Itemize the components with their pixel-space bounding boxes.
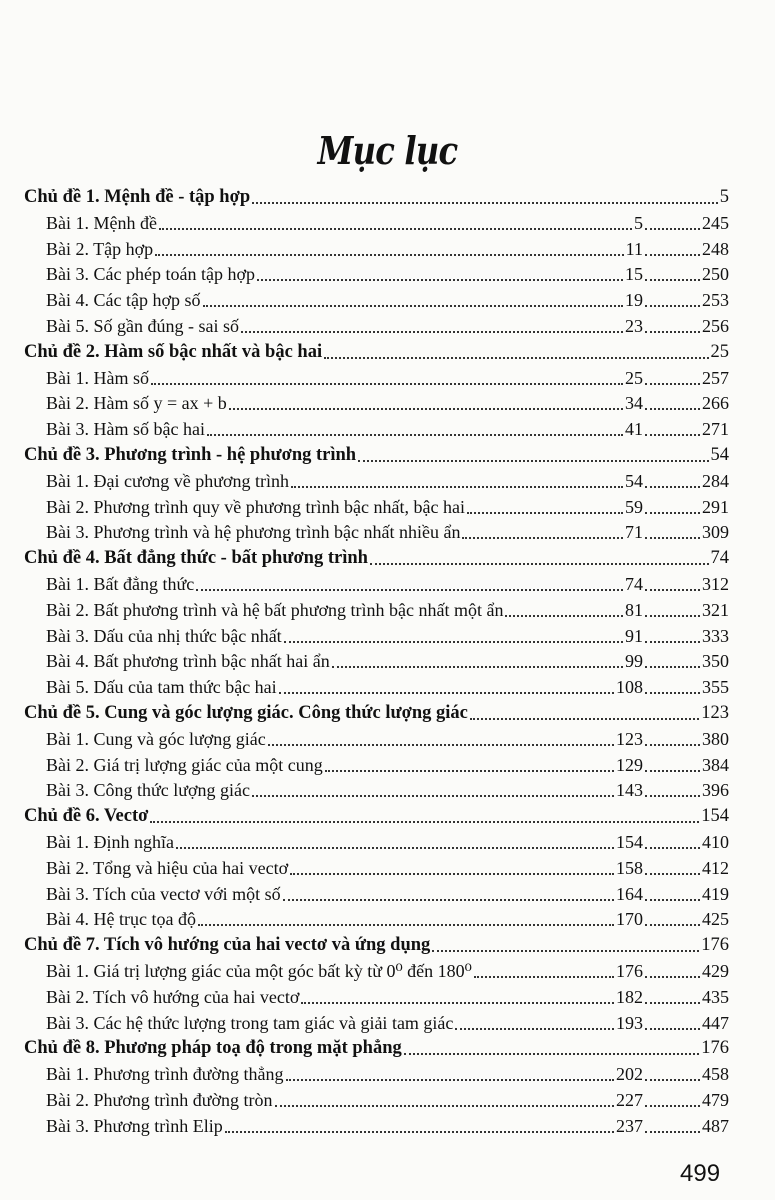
lesson-title: Bài 5. Dấu của tam thức bậc hai — [46, 677, 277, 698]
lesson-main — [46, 754, 643, 776]
toc-lesson-row — [46, 621, 729, 647]
lesson-page: 129 — [616, 754, 643, 775]
lesson-title: Bài 4. Bất phương trình bậc nhất hai ẩn — [46, 651, 330, 672]
chapter-page: 154 — [701, 806, 729, 827]
lesson-main — [46, 650, 643, 672]
lesson-solution — [643, 470, 729, 492]
lesson-solution — [643, 779, 729, 801]
chapter-title: Chủ đề 3. Phương trình - hệ phương trình — [24, 445, 357, 465]
lesson-title: Bài 2. Hàm số y = ax + b — [46, 393, 227, 414]
toc-lesson-row — [46, 466, 729, 492]
lesson-solution — [643, 212, 729, 234]
dot-leader — [203, 305, 624, 307]
dot-leader — [645, 847, 700, 849]
lesson-main — [46, 315, 643, 337]
lesson-title: Bài 4. Hệ trục tọa độ — [46, 909, 196, 930]
lesson-title: Bài 3. Hàm số bậc hai — [46, 419, 205, 440]
dot-leader — [645, 924, 700, 926]
toc-lesson-row — [46, 492, 729, 518]
lesson-solution — [643, 367, 729, 389]
chapter-title: Chủ đề 7. Tích vô hướng của hai vectơ và ứng dụng — [24, 935, 431, 956]
dot-leader — [150, 821, 699, 823]
dot-leader — [645, 305, 700, 307]
lesson-solution-page: 245 — [702, 212, 729, 233]
lesson-main — [46, 573, 643, 595]
dot-leader — [176, 847, 614, 849]
lesson-main — [46, 599, 643, 621]
lesson-page: 91 — [625, 625, 643, 646]
lesson-solution — [643, 599, 729, 621]
toc-lesson-row — [46, 853, 729, 879]
dot-leader — [286, 1079, 614, 1081]
dot-leader — [290, 873, 614, 875]
dot-leader — [467, 512, 623, 514]
lesson-solution — [643, 650, 729, 672]
chapter-page: 123 — [701, 703, 729, 723]
lesson-solution-page: 435 — [702, 986, 729, 1007]
lesson-solution — [643, 392, 729, 414]
dot-leader — [645, 873, 700, 875]
toc-lesson-row — [46, 724, 729, 750]
dot-leader — [229, 408, 623, 410]
lesson-solution — [643, 289, 729, 311]
toc-lesson-row — [46, 1111, 729, 1137]
lesson-solution-page: 425 — [702, 909, 729, 930]
lesson-title: Bài 1. Định nghĩa — [46, 832, 174, 852]
dot-leader — [370, 563, 709, 565]
chapter-page: 5 — [719, 187, 729, 207]
dot-leader — [275, 1105, 614, 1107]
toc-chapter-row — [24, 930, 729, 956]
dot-leader — [645, 486, 700, 488]
toc-lesson-row — [46, 879, 729, 905]
lesson-page: 74 — [625, 574, 643, 594]
lesson-title: Bài 1. Mệnh đề — [46, 212, 157, 233]
dot-leader — [645, 434, 700, 436]
lesson-main — [46, 212, 643, 234]
toc-chapter-row — [24, 543, 729, 569]
lesson-solution — [643, 831, 729, 853]
toc-lesson-row — [46, 1008, 729, 1034]
lesson-page: 164 — [616, 883, 643, 904]
dot-leader — [645, 744, 700, 746]
toc-chapter-row — [24, 801, 729, 827]
toc-chapter-row — [24, 337, 729, 363]
lesson-title: Bài 3. Dấu của nhị thức bậc nhất — [46, 625, 282, 646]
toc-lesson-row — [46, 672, 729, 698]
lesson-main — [46, 392, 643, 414]
lesson-main — [46, 1089, 643, 1111]
lesson-title: Bài 3. Phương trình và hệ phương trình bậc nhất nhiều ẩn — [46, 522, 461, 543]
lesson-solution — [643, 857, 729, 879]
lesson-solution-page: 384 — [702, 754, 729, 775]
lesson-page: 81 — [625, 599, 643, 620]
dot-leader — [324, 357, 708, 359]
toc-chapter-row — [24, 698, 729, 724]
lesson-solution — [643, 883, 729, 905]
lesson-title: Bài 3. Phương trình Elip — [46, 1115, 223, 1136]
lesson-page: 227 — [616, 1090, 643, 1110]
chapter-title: Chủ đề 2. Hàm số bậc nhất và bậc hai — [24, 341, 323, 362]
lesson-main — [46, 831, 643, 853]
lesson-main — [46, 1063, 643, 1085]
lesson-solution — [643, 908, 729, 930]
lesson-main — [46, 625, 643, 647]
lesson-page: 158 — [616, 857, 643, 878]
lesson-title: Bài 5. Số gần đúng - sai số — [46, 316, 239, 336]
dot-leader — [358, 460, 708, 462]
lesson-solution — [643, 263, 729, 285]
lesson-solution — [643, 625, 729, 647]
toc-lesson-row — [46, 259, 729, 285]
lesson-solution-page: 350 — [702, 651, 729, 672]
lesson-page: 170 — [616, 909, 643, 930]
chapter-page: 176 — [701, 1038, 729, 1059]
toc-lesson-row — [46, 363, 729, 389]
dot-leader — [284, 641, 623, 643]
chapter-title: Chủ đề 1. Mệnh đề - tập hợp — [24, 187, 251, 207]
dot-leader — [241, 331, 623, 333]
lesson-main — [46, 883, 643, 905]
toc-lesson-row — [46, 414, 729, 440]
dot-leader — [645, 589, 700, 591]
lesson-title: Bài 2. Phương trình quy về phương trình bậc nhất, bậc hai — [46, 496, 465, 517]
lesson-solution — [643, 315, 729, 337]
lesson-solution-page: 479 — [702, 1090, 729, 1110]
dot-leader — [645, 1079, 700, 1081]
lesson-page: 54 — [625, 470, 643, 491]
lesson-page: 202 — [616, 1064, 643, 1085]
lesson-title: Bài 3. Các hệ thức lượng trong tam giác và giải tam giác — [46, 1012, 454, 1033]
lesson-main — [46, 960, 643, 982]
toc-lesson-row — [46, 1059, 729, 1085]
toc-lesson-row — [46, 234, 729, 260]
chapter-title: Chủ đề 6. Vectơ — [24, 806, 149, 827]
lesson-title: Bài 3. Tích của vectơ với một số — [46, 883, 281, 904]
dot-leader — [155, 254, 623, 256]
dot-leader — [279, 692, 614, 694]
toc-lesson-row — [46, 1085, 729, 1111]
toc-chapter-row — [24, 1033, 729, 1059]
lesson-main — [46, 1012, 643, 1034]
lesson-solution — [643, 573, 729, 595]
toc-lesson-row — [46, 982, 729, 1008]
dot-leader — [455, 1028, 614, 1030]
dot-leader — [198, 924, 614, 926]
dot-leader — [645, 512, 700, 514]
lesson-title: Bài 2. Tổng và hiệu của hai vectơ — [46, 857, 289, 878]
chapter-page: 25 — [710, 341, 729, 362]
lesson-page: 99 — [625, 651, 643, 672]
lesson-solution-page: 291 — [702, 496, 729, 517]
dot-leader — [325, 770, 614, 772]
toc-lesson-row — [46, 388, 729, 414]
toc-lesson-row — [46, 750, 729, 776]
lesson-solution-page: 250 — [702, 264, 729, 285]
page-number: 499 — [680, 1160, 721, 1187]
lesson-page: 182 — [616, 986, 643, 1007]
toc-chapter-row — [24, 440, 729, 466]
chapter-page: 54 — [710, 445, 729, 465]
dot-leader — [252, 795, 614, 797]
lesson-solution-page: 284 — [702, 470, 729, 491]
toc-lesson-row — [46, 646, 729, 672]
toc-lesson-row — [46, 956, 729, 982]
lesson-main — [46, 908, 643, 930]
lesson-solution — [643, 521, 729, 543]
lesson-page: 15 — [625, 264, 643, 285]
toc-lesson-row — [46, 827, 729, 853]
lesson-solution-page: 429 — [702, 961, 729, 981]
page-title: Mục lục — [317, 128, 458, 173]
dot-leader — [645, 279, 700, 281]
lesson-page: 193 — [616, 1012, 643, 1033]
dot-leader — [291, 486, 623, 488]
lesson-solution-page: 380 — [702, 728, 729, 749]
lesson-title: Bài 1. Phương trình đường thẳng — [46, 1064, 284, 1085]
lesson-solution-page: 410 — [702, 832, 729, 852]
lesson-solution-page: 333 — [702, 625, 729, 646]
chapter-page: 74 — [710, 548, 729, 569]
toc-chapter-row — [24, 182, 729, 208]
dot-leader — [645, 331, 700, 333]
dot-leader — [196, 589, 623, 591]
dot-leader — [257, 279, 623, 281]
lesson-main — [46, 676, 643, 698]
lesson-solution-page: 355 — [702, 677, 729, 698]
toc-lesson-row — [46, 569, 729, 595]
lesson-page: 237 — [616, 1115, 643, 1136]
dot-leader — [645, 795, 700, 797]
chapter-page: 176 — [701, 935, 729, 956]
lesson-page: 5 — [634, 212, 643, 233]
lesson-title: Bài 4. Các tập hợp số — [46, 290, 201, 311]
dot-leader — [645, 408, 700, 410]
lesson-solution-page: 412 — [702, 857, 729, 878]
lesson-page: 71 — [625, 522, 643, 543]
lesson-solution-page: 312 — [702, 574, 729, 594]
dot-leader — [645, 537, 700, 539]
dot-leader — [645, 1002, 700, 1004]
dot-leader — [645, 899, 700, 901]
lesson-solution-page: 487 — [702, 1115, 729, 1136]
lesson-title: Bài 1. Bất đẳng thức — [46, 574, 195, 594]
lesson-page: 143 — [616, 780, 643, 801]
toc-lesson-row — [46, 311, 729, 337]
toc-lesson-row — [46, 517, 729, 543]
lesson-main — [46, 986, 643, 1008]
dot-leader — [645, 692, 700, 694]
lesson-page: 59 — [625, 496, 643, 517]
lesson-solution — [643, 986, 729, 1008]
dot-leader — [432, 950, 699, 952]
lesson-title: Bài 1. Cung và góc lượng giác — [46, 728, 266, 749]
lesson-main — [46, 367, 643, 389]
lesson-page: 176 — [616, 961, 643, 981]
dot-leader — [645, 228, 700, 230]
lesson-solution-page: 447 — [702, 1012, 729, 1033]
lesson-main — [46, 418, 643, 440]
lesson-solution-page: 396 — [702, 780, 729, 801]
lesson-page: 123 — [616, 728, 643, 749]
dot-leader — [268, 744, 614, 746]
lesson-solution-page: 257 — [702, 367, 729, 388]
lesson-solution — [643, 676, 729, 698]
lesson-page: 154 — [616, 832, 643, 852]
dot-leader — [207, 434, 623, 436]
lesson-page: 25 — [625, 367, 643, 388]
dot-leader — [645, 615, 700, 617]
chapter-title: Chủ đề 4. Bất đẳng thức - bất phương trình — [24, 548, 368, 569]
dot-leader — [645, 383, 700, 385]
dot-leader — [332, 666, 623, 668]
dot-leader — [645, 666, 700, 668]
lesson-main — [46, 728, 643, 750]
lesson-solution — [643, 960, 729, 982]
dot-leader — [252, 202, 718, 204]
dot-leader — [645, 1131, 700, 1133]
lesson-title: Bài 1. Hàm số — [46, 367, 149, 388]
lesson-solution-page: 309 — [702, 522, 729, 543]
lesson-solution-page: 419 — [702, 883, 729, 904]
dot-leader — [151, 383, 623, 385]
dot-leader — [645, 1028, 700, 1030]
lesson-solution-page: 321 — [702, 599, 729, 620]
lesson-main — [46, 289, 643, 311]
lesson-solution — [643, 1115, 729, 1137]
dot-leader — [283, 899, 614, 901]
dot-leader — [645, 770, 700, 772]
toc-lesson-row — [46, 208, 729, 234]
lesson-title: Bài 2. Giá trị lượng giác của một cung — [46, 754, 323, 775]
dot-leader — [645, 1105, 700, 1107]
dot-leader — [505, 615, 623, 617]
lesson-main — [46, 1115, 643, 1137]
lesson-solution — [643, 238, 729, 260]
toc-lesson-row — [46, 595, 729, 621]
lesson-solution-page: 266 — [702, 393, 729, 414]
lesson-title: Bài 2. Phương trình đường tròn — [46, 1090, 273, 1110]
lesson-solution — [643, 1063, 729, 1085]
lesson-solution — [643, 1012, 729, 1034]
lesson-solution-page: 256 — [702, 316, 729, 336]
lesson-title: Bài 1. Giá trị lượng giác của một góc bất kỳ từ 0⁰ đến 180⁰ — [46, 961, 472, 981]
toc-lesson-row — [46, 775, 729, 801]
lesson-main — [46, 857, 643, 879]
lesson-solution-page: 458 — [702, 1064, 729, 1085]
chapter-title: Chủ đề 8. Phương pháp toạ độ trong mặt phẳng — [24, 1038, 402, 1059]
lesson-title: Bài 1. Đại cương về phương trình — [46, 470, 290, 491]
lesson-main — [46, 521, 643, 543]
dot-leader — [645, 254, 700, 256]
lesson-solution — [643, 496, 729, 518]
dot-leader — [645, 641, 700, 643]
lesson-main — [46, 496, 643, 518]
dot-leader — [404, 1053, 700, 1055]
lesson-page: 108 — [616, 677, 643, 698]
lesson-page: 41 — [625, 419, 643, 440]
lesson-title: Bài 2. Bất phương trình và hệ bất phương trình bậc nhất một ẩn — [46, 599, 504, 620]
lesson-main — [46, 263, 643, 285]
lesson-page: 23 — [625, 316, 643, 336]
lesson-main — [46, 238, 643, 260]
lesson-solution — [643, 418, 729, 440]
lesson-page: 34 — [625, 393, 643, 414]
dot-leader — [470, 718, 699, 720]
toc-lesson-row — [46, 904, 729, 930]
lesson-solution — [643, 754, 729, 776]
lesson-solution-page: 248 — [702, 238, 729, 259]
lesson-solution — [643, 1089, 729, 1111]
lesson-title: Bài 3. Các phép toán tập hợp — [46, 264, 255, 285]
dot-leader — [645, 976, 700, 978]
lesson-title: Bài 2. Tập hợp — [46, 238, 154, 259]
dot-leader — [225, 1131, 614, 1133]
lesson-solution-page: 253 — [702, 290, 729, 311]
lesson-title: Bài 3. Công thức lượng giác — [46, 780, 251, 801]
dot-leader — [159, 228, 632, 230]
dot-leader — [301, 1002, 614, 1004]
lesson-main — [46, 779, 643, 801]
lesson-solution-page: 271 — [702, 419, 729, 440]
lesson-page: 11 — [625, 238, 643, 259]
dot-leader — [462, 537, 623, 539]
lesson-page: 19 — [625, 290, 643, 311]
dot-leader — [474, 976, 614, 978]
lesson-main — [46, 470, 643, 492]
toc-lesson-row — [46, 285, 729, 311]
lesson-solution — [643, 728, 729, 750]
lesson-title: Bài 2. Tích vô hướng của hai vectơ — [46, 986, 300, 1007]
chapter-title: Chủ đề 5. Cung và góc lượng giác. Công thức lượng giác — [24, 703, 468, 723]
